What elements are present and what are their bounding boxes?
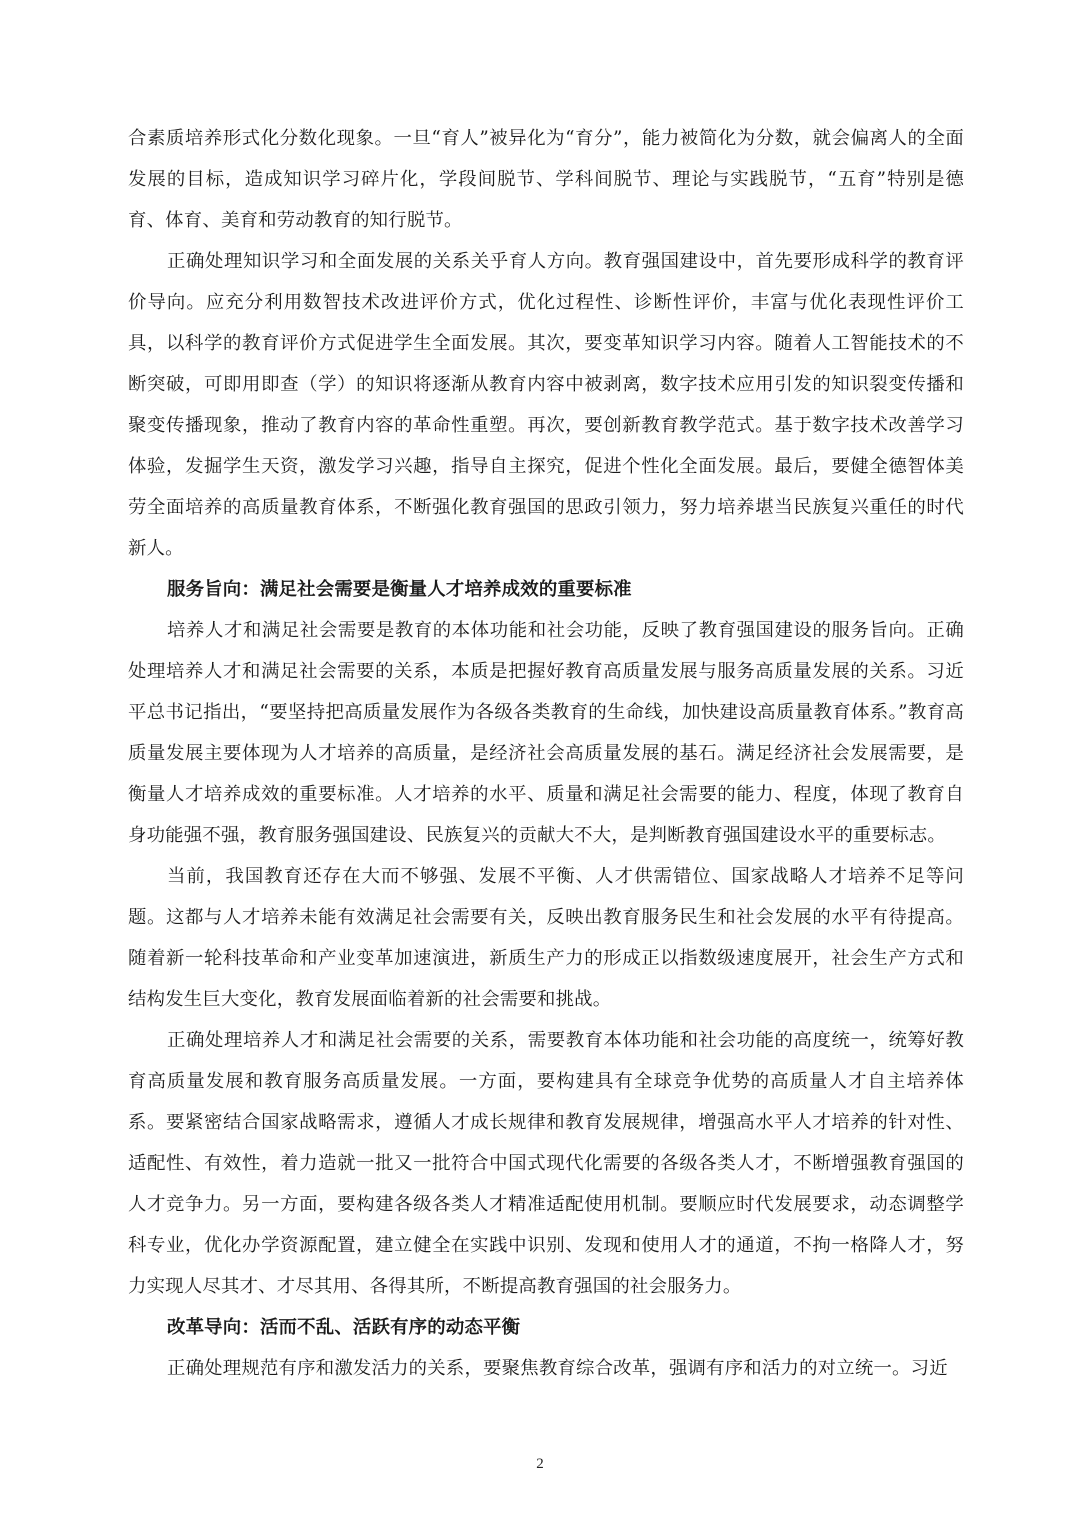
paragraph-social-needs: 正确处理培养人才和满足社会需要的关系，需要教育本体功能和社会功能的高度统一，统筹好教育高质量发展和教育服务高质量发展。一方面，要构建具有全球竞争优势的高质量人才自主培养体系。要紧密结合国家战略需求，遵循人才成长规律和教育发展规律，增强高水平人才培养的针对性、适配性、有效性，着力造就一批又一批符合中国式现代化需要的各级各类人才，不断增强教育强国的人才竞争力。另一方面，要构建各级各类人才精准适配使用机制。要顺应时代发展要求，动态调整学科专业，优化办学资源配置，建立健全在实践中识别、发现和使用人才的通道，不拘一格降人才，努力实现人尽其才、才尽其用、各得其所，不断提高教育强国的社会服务力。 bbox=[128, 1030, 964, 1297]
paragraph-talent-cultivation: 培养人才和满足社会需要是教育的本体功能和社会功能，反映了教育强国建设的服务旨向。正确处理培养人才和满足社会需要的关系，本质是把握好教育高质量发展与服务高质量发展的关系。习近平总书记指出，“要坚持把高质量发展作为各级各类教育的生命线，加快建设高质量教育体系。”教育高质量发展主要体现为人才培养的高质量，是经济社会高质量发展的基石。满足经济社会发展需要，是衡量人才培养成效的重要标准。人才培养的水平、质量和满足社会需要的能力、程度，体现了教育自身功能强不强，教育服务强国建设、民族复兴的贡献大不大，是判断教育强国建设水平的重要标志。 bbox=[128, 620, 964, 846]
paragraph-current-problems: 当前，我国教育还存在大而不够强、发展不平衡、人才供需错位、国家战略人才培养不足等问题。这都与人才培养未能有效满足社会需要有关，反映出教育服务民生和社会发展的水平有待提高。随着新一轮科技革命和产业变革加速演进，新质生产力的形成正以指数级速度展开，社会生产方式和结构发生巨大变化，教育发展面临着新的社会需要和挑战。 bbox=[128, 866, 964, 1010]
document-body bbox=[128, 118, 964, 1389]
paragraph-knowledge-learning: 正确处理知识学习和全面发展的关系关乎育人方向。教育强国建设中，首先要形成科学的教育评价导向。应充分利用数智技术改进评价方式，优化过程性、诊断性评价，丰富与优化表现性评价工具，以科学的教育评价方式促进学生全面发展。其次，要变革知识学习内容。随着人工智能技术的不断突破，可即用即查（学）的知识将逐渐从教育内容中被剥离，数字技术应用引发的知识裂变传播和聚变传播现象，推动了教育内容的革命性重塑。再次，要创新教育教学范式。基于数字技术改善学习体验，发掘学生天资，激发学习兴趣，指导自主探究，促进个性化全面发展。最后，要健全德智体美劳全面培养的高质量教育体系，不断强化教育强国的思政引领力，努力培养堪当民族复兴重任的时代新人。 bbox=[128, 251, 964, 559]
paragraph-continuation: 合素质培养形式化分数化现象。一旦“育人”被异化为“育分”，能力被简化为分数，就会偏离人的全面发展的目标，造成知识学习碎片化，学段间脱节、学科间脱节、理论与实践脱节，“五育”特别是德育、体育、美育和劳动教育的知行脱节。 bbox=[128, 128, 964, 231]
section-heading-reform: 改革导向：活而不乱、活跃有序的动态平衡 bbox=[167, 1317, 521, 1338]
section-heading-service: 服务旨向：满足社会需要是衡量人才培养成效的重要标准 bbox=[167, 579, 632, 600]
paragraph-reform: 正确处理规范有序和激发活力的关系，要聚焦教育综合改革，强调有序和活力的对立统一。习近 bbox=[167, 1358, 948, 1379]
page-number: 2 bbox=[536, 1456, 544, 1472]
